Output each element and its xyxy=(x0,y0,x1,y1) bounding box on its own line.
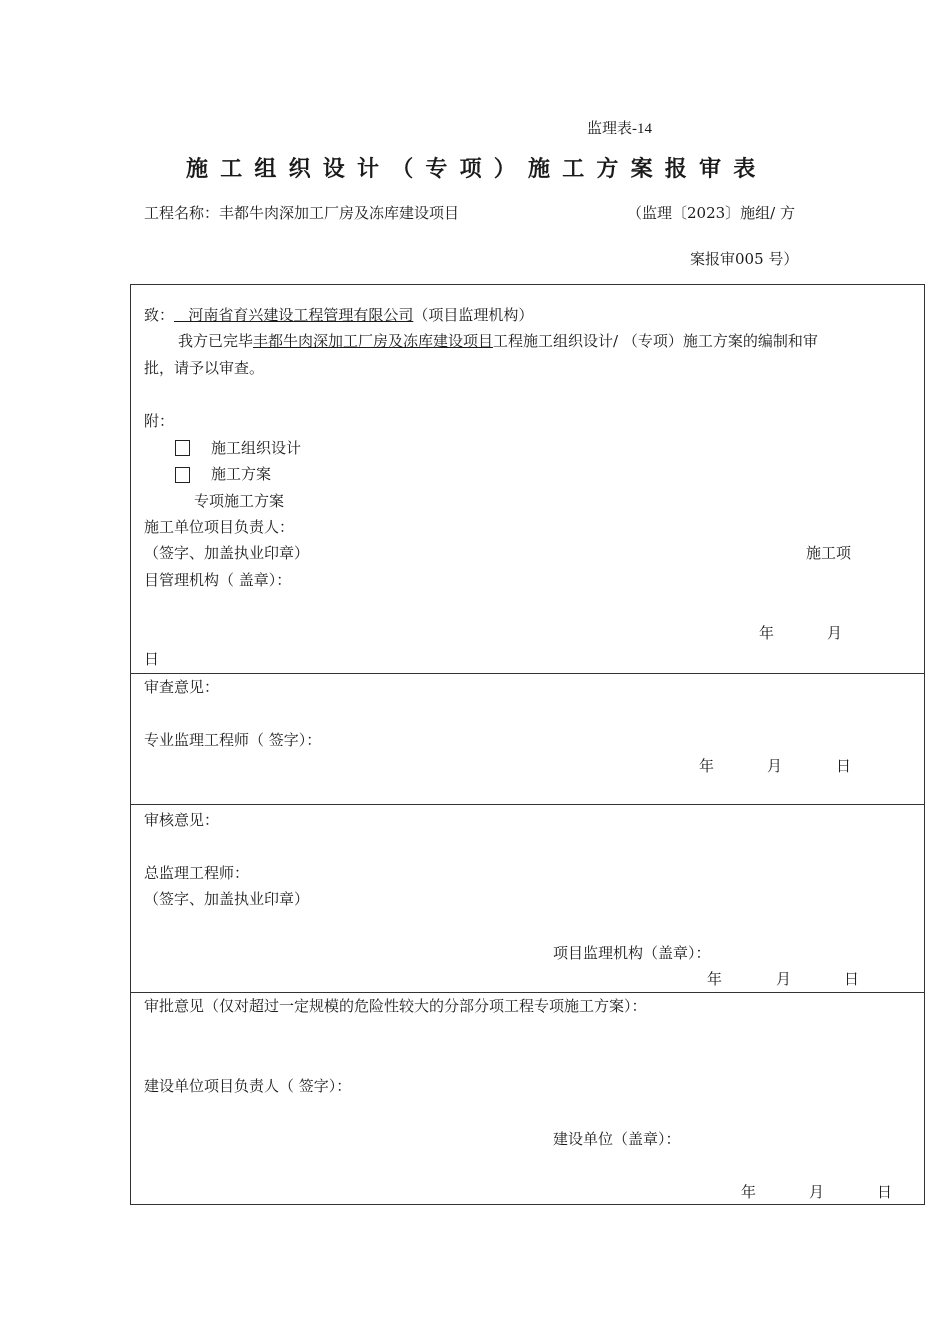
date-month: 月 xyxy=(776,970,792,988)
date-day: 日 xyxy=(877,1183,893,1201)
checkbox-construction-plan[interactable] xyxy=(175,467,190,483)
attachment-special-plan: 专项施工方案 xyxy=(194,492,285,510)
supervision-org-suffix: （项目监理机构） xyxy=(413,306,534,324)
project-name: 丰都牛肉深加工厂房及冻库建设项目 xyxy=(219,204,460,222)
date-year: 年 xyxy=(741,1183,757,1201)
review-section xyxy=(130,673,925,804)
checkbox-org-design[interactable] xyxy=(175,440,190,456)
attachment-org-design: 施工组织设计 xyxy=(211,439,302,457)
form-code: 监理表-14 xyxy=(587,121,652,137)
body-line-2: 批，请予以审查。 xyxy=(144,359,265,377)
approval-opinion-label: 审批意见（仅对超过一定规模的危险性较大的分部分项工程专项施工方案）： xyxy=(144,997,647,1015)
audit-opinion-label: 审核意见： xyxy=(144,811,220,829)
date-day: 日 xyxy=(144,650,160,668)
addressee-line xyxy=(144,305,533,325)
org-seal-label-part2: 目管理机构（ 盖章）： xyxy=(144,571,292,589)
specialist-engineer-label: 专业监理工程师（ 签字）： xyxy=(144,731,322,749)
chief-engineer-label: 总监理工程师： xyxy=(144,864,250,882)
project-label: 工程名称： xyxy=(144,204,220,222)
date-day: 日 xyxy=(836,757,852,775)
sign-seal-note: （签字、加盖执业印章） xyxy=(144,890,310,908)
date-month: 月 xyxy=(767,757,783,775)
submission-section xyxy=(130,284,925,673)
attachment-construction-plan: 施工方案 xyxy=(211,465,272,483)
date-year: 年 xyxy=(699,757,715,775)
page-title: 施工组织设计（专项）施工方案报审表 xyxy=(186,156,768,182)
sign-seal-note: （签字、加盖执业印章） xyxy=(144,544,310,562)
audit-section xyxy=(130,804,925,992)
body-line-1 xyxy=(178,331,818,351)
approval-section xyxy=(130,992,925,1205)
body-suffix: 工程施工组织设计/ （专项）施工方案的编制和审 xyxy=(493,332,818,350)
doc-number-line1: （监理〔2023〕施组/ 方 xyxy=(627,204,795,222)
owner-leader-label: 建设单位项目负责人（ 签字）： xyxy=(144,1077,352,1095)
review-opinion-label: 审查意见： xyxy=(144,678,220,696)
attachment-label: 附： xyxy=(144,412,175,430)
date-year: 年 xyxy=(707,970,723,988)
date-year: 年 xyxy=(759,624,775,642)
date-month: 月 xyxy=(827,624,843,642)
body-prefix: 我方已完毕 xyxy=(178,332,254,350)
to-label: 致： xyxy=(144,306,175,324)
date-month: 月 xyxy=(809,1183,825,1201)
body-project-name: 丰都牛肉深加工厂房及冻库建设项目 xyxy=(253,332,494,350)
owner-seal-label: 建设单位（盖章）： xyxy=(553,1130,681,1148)
project-line xyxy=(144,203,459,223)
contractor-leader-label: 施工单位项目负责人： xyxy=(144,518,295,536)
doc-number-line2: 案报审005 号） xyxy=(690,250,799,268)
supervision-org: 河南省育兴建设工程管理有限公司 xyxy=(174,306,414,324)
supervision-org-seal-label: 项目监理机构（盖章）： xyxy=(553,944,711,962)
org-seal-label-part1: 施工项 xyxy=(806,544,852,562)
date-day: 日 xyxy=(844,970,860,988)
